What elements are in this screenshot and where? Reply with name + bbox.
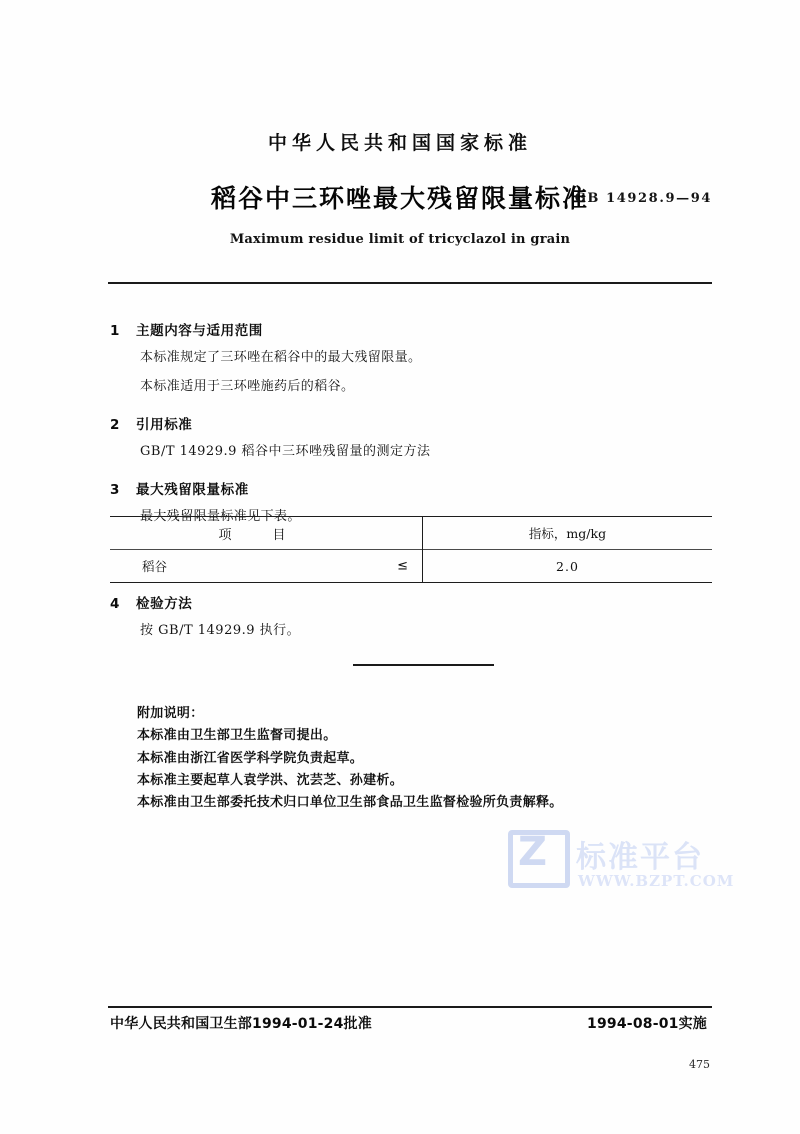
footer-divider [108, 1006, 712, 1008]
document-body [0, 303, 800, 528]
national-standard-line: 中华人民共和国国家标准 [267, 132, 532, 154]
footer-approval: 中华人民共和国卫生部1994-01-24批准 [110, 1016, 372, 1032]
table-header-item: 项 目 [218, 527, 300, 543]
table-row [110, 550, 712, 583]
watermark-brand: 标准平台 [576, 840, 704, 875]
footer-implementation: 1994-08-01实施 [587, 1016, 707, 1032]
watermark-url: WWW.BZPT.COM [578, 872, 735, 890]
document-body-lower [0, 592, 800, 641]
clause-1-paragraph-1: 本标准规定了三环唑在稻谷中的最大残留限量。 [140, 350, 422, 365]
clause-3-paragraph-1: 最大残留限量标准见下表。 [140, 509, 301, 525]
page-title: 稻谷中三环唑最大残留限量标准 [210, 184, 589, 213]
clause-number-4: 4 [110, 596, 120, 612]
table-header-item-cell [110, 517, 423, 550]
watermark-logo-letter-icon: Z [518, 829, 548, 875]
clause-title-4: 检验方法 [136, 596, 193, 612]
appendix-line-4: 本标准由卫生部委托技术归口单位卫生部食品卫生监督检验所负责解释。 [137, 795, 563, 811]
appendix-block [137, 703, 563, 815]
english-subtitle: Maximum residue limit of tricyclazol in grain [229, 231, 571, 247]
table-header-index-cell [423, 517, 713, 550]
appendix-title: 附加说明： [137, 706, 204, 721]
appendix-line-2: 本标准由浙江省医学科学院负责起草。 [137, 750, 364, 766]
clause-heading-2 [110, 413, 800, 433]
appendix-line-3: 本标准主要起草人袁学洪、沈芸芝、孙建析。 [137, 773, 404, 789]
clause-number-1: 1 [110, 323, 120, 339]
table-cell-value: 2.0 [556, 558, 579, 574]
less-than-or-equal-icon: ≤ [397, 558, 408, 574]
table-header-row [110, 517, 712, 550]
table-cell-item-label: 稻谷 [142, 559, 168, 574]
clause-1-paragraph-2: 本标准适用于三环唑施药后的稻谷。 [140, 379, 355, 395]
clause-title-3: 最大残留限量标准 [136, 482, 249, 499]
header-divider [108, 282, 712, 284]
clause-heading-1 [110, 319, 800, 339]
clause-2-reference: GB/T 14929.9 稻谷中三环唑残留量的测定方法 [140, 444, 431, 460]
table-header-index: 指标，mg/kg [528, 526, 607, 541]
table-cell-value-container [423, 550, 713, 583]
clause-number-2: 2 [110, 417, 120, 434]
clause-title-2: 引用标准 [136, 417, 193, 434]
clause-heading-3 [110, 478, 800, 498]
watermark-logo-box [508, 830, 570, 888]
table-cell-item [110, 550, 423, 583]
clause-heading-4 [110, 592, 800, 612]
title-row [0, 185, 800, 213]
appendix-divider [353, 664, 494, 666]
document-header [0, 128, 800, 247]
watermark [508, 826, 735, 906]
standard-number: GB 14928.9—94 [574, 191, 712, 206]
residue-limit-table [110, 516, 712, 583]
page-number: 475 [689, 1058, 710, 1071]
appendix-line-1: 本标准由卫生部卫生监督司提出。 [137, 728, 337, 744]
clause-title-1: 主题内容与适用范围 [136, 323, 263, 339]
clause-4-paragraph-1: 按 GB/T 14929.9 执行。 [140, 623, 301, 638]
clause-number-3: 3 [110, 482, 120, 499]
